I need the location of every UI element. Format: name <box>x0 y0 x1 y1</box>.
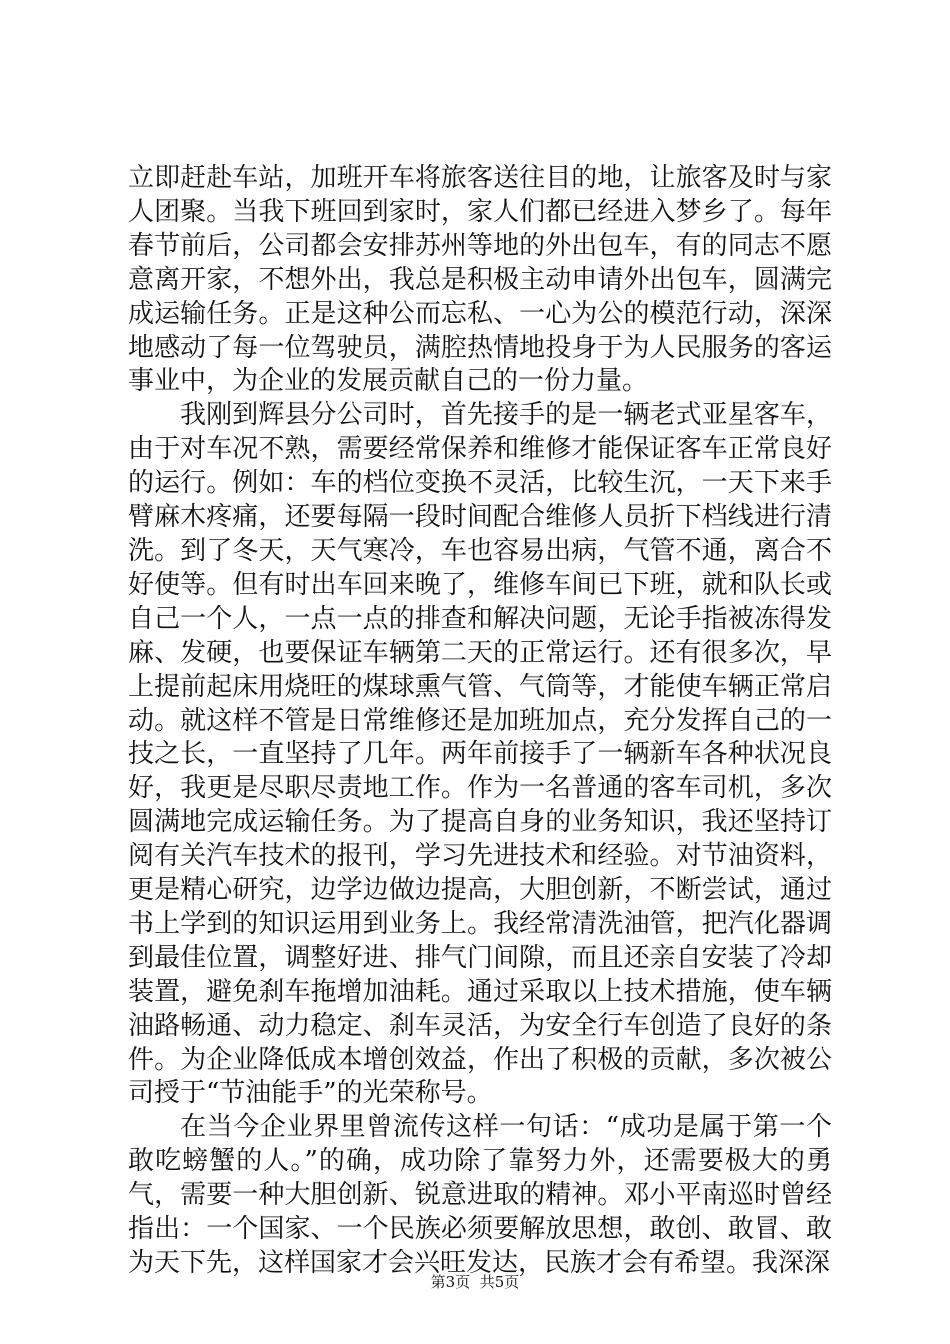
page-footer <box>0 1271 950 1292</box>
page-total: 共5页 <box>479 1273 520 1291</box>
paragraph-2: 我刚到辉县分公司时，首先接手的是一辆老式亚星客车，由于对车况不熟，需要经常保养和维修才能保证客车正常良好的运行。例如：车的档位变换不灵活，比较生沉，一天下来手臂麻木疼痛，还要每隔一段时间配合维修人员折下档线进行清洗。到了冬天，天气寒冷，车也容易出病，气管不通，离合不好使等。但有时出车回来晚了，维修车间已下班，就和队长或自己一个人，一点一点的排查和解决问题，无论手指被冻得发麻、发硬，也要保证车辆第二天的正常运行。还有很多次，早上提前起床用烧旺的煤球熏气管、气筒等，才能使车辆正常启动。就这样不管是日常维修还是加班加点，充分发挥自己的一技之长，一直坚持了几年。两年前接手了一辆新车各种状况良好，我更是尽职尽责地工作。作为一名普通的客车司机，多次圆满地完成运输任务。为了提高自身的业务知识，我还坚持订阅有关汽车技术的报刊，学习先进技术和经验。对节油资料，更是精心研究，边学边做边提高，大胆创新，不断尝试，通过书上学到的知识运用到业务上。我经常清洗油管，把汽化器调到最佳位置，调整好进、排气门间隙，而且还亲自安装了冷却装置，避免刹车拖增加油耗。通过采取以上技术措施，使车辆油路畅通、动力稳定、刹车灵活，为安全行车创造了良好的条件。为企业降低成本增创效益，作出了积极的贡献，多次被公司授于“节油能手”的光荣称号。 <box>128 400 832 1109</box>
document-body <box>128 162 832 1281</box>
paragraph-3: 在当今企业界里曾流传这样一句话：“成功是属于第一个敢吃螃蟹的人。”的确，成功除了靠努力外，还需要极大的勇气，需要一种大胆创新、锐意进取的精神。邓小平南巡时曾经指出：一个国家、一个民族必须要解放思想，敢创、敢冒、敢为天下先，这样国家才会兴旺发达，民族才会有希望。我深深 <box>128 1112 832 1278</box>
page-number: 第3页 <box>430 1273 471 1291</box>
paragraph-1: 立即赶赴车站，加班开车将旅客送往目的地，让旅客及时与家人团聚。当我下班回到家时，家人们都已经进入梦乡了。每年春节前后，公司都会安排苏州等地的外出包车，有的同志不愿意离开家，不想外出，我总是积极主动申请外出包车，圆满完成运输任务。正是这种公而忘私、一心为公的模范行动，深深地感动了每一位驾驶员，满腔热情地投身于为人民服务的客运事业中，为企业的发展贡献自己的一份力量。 <box>128 163 832 397</box>
